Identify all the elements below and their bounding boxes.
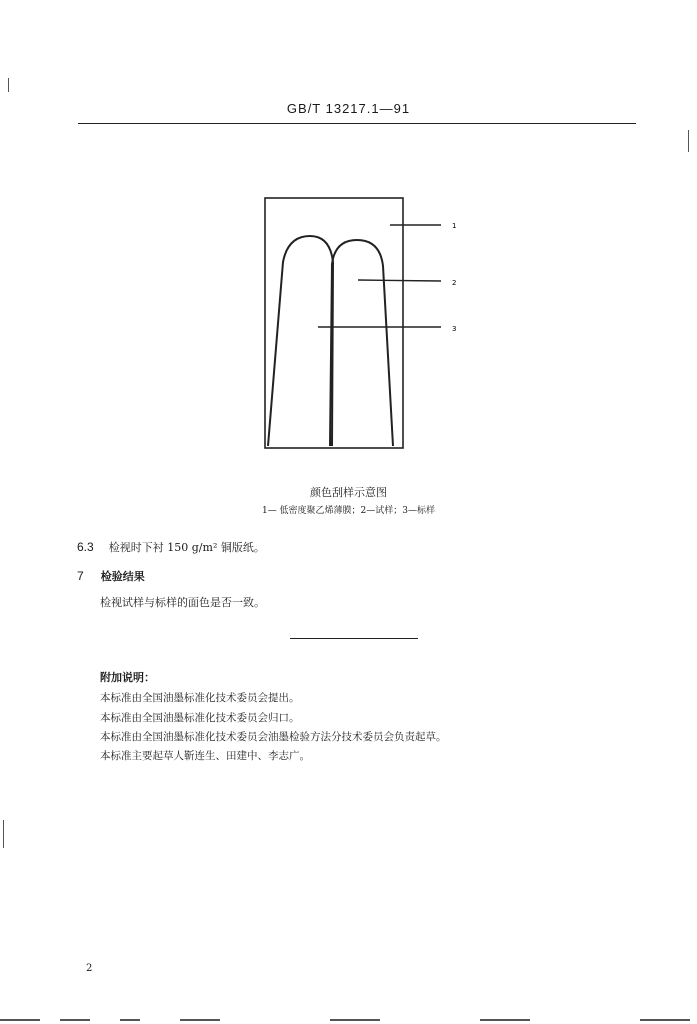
section-title: 检验结果 xyxy=(100,570,145,583)
callout-label-3: 3 xyxy=(452,325,457,333)
scan-mark-left xyxy=(8,78,9,92)
film-outline xyxy=(265,198,403,448)
scan-edge-dash xyxy=(180,1019,220,1021)
figure-legend: 1— 低密度聚乙烯薄膜；2—试样；3—标样 xyxy=(261,506,436,516)
callout-label-1: 1 xyxy=(452,222,457,230)
scan-edge-dash xyxy=(0,1019,40,1021)
end-rule xyxy=(290,638,418,639)
note-line: 本标准由全国油墨标准化技术委员会归口。 xyxy=(100,712,300,724)
note-line: 本标准由全国油墨标准化技术委员会油墨检验方法分技术委员会负责起草。 xyxy=(100,731,447,743)
section-6-3 xyxy=(77,536,265,555)
scan-mark-right xyxy=(688,130,689,152)
callout-label-2: 2 xyxy=(452,279,457,287)
scan-mark-left xyxy=(3,820,4,848)
scan-edge-dash xyxy=(330,1019,380,1021)
color-drawdown-diagram xyxy=(255,190,465,460)
standard-sample-shape xyxy=(268,236,333,446)
scan-edge-dash xyxy=(480,1019,530,1021)
scan-edge-dash xyxy=(120,1019,140,1021)
section-7-heading xyxy=(77,565,145,584)
section-text: 检视时下衬 150 g/m² 铜版纸。 xyxy=(108,541,265,554)
section-number: 7 xyxy=(77,569,84,583)
section-7-text: 检视试样与标样的面色是否一致。 xyxy=(100,596,265,609)
note-line: 本标准主要起草人靳连生、田建中、李志广。 xyxy=(100,750,310,762)
callout-line-2 xyxy=(358,280,441,281)
scan-edge-dash xyxy=(640,1019,690,1021)
scan-edge-dash xyxy=(60,1019,90,1021)
page-header: GB/T 13217.1—91 xyxy=(286,101,411,116)
section-number: 6.3 xyxy=(77,540,94,554)
header-rule xyxy=(78,123,636,124)
note-line: 本标准由全国油墨标准化技术委员会提出。 xyxy=(100,692,300,704)
page-number: 2 xyxy=(86,963,93,974)
figure-caption: 颜色刮样示意图 xyxy=(310,486,387,499)
test-sample-shape xyxy=(330,240,393,446)
notes-heading: 附加说明： xyxy=(100,671,155,684)
